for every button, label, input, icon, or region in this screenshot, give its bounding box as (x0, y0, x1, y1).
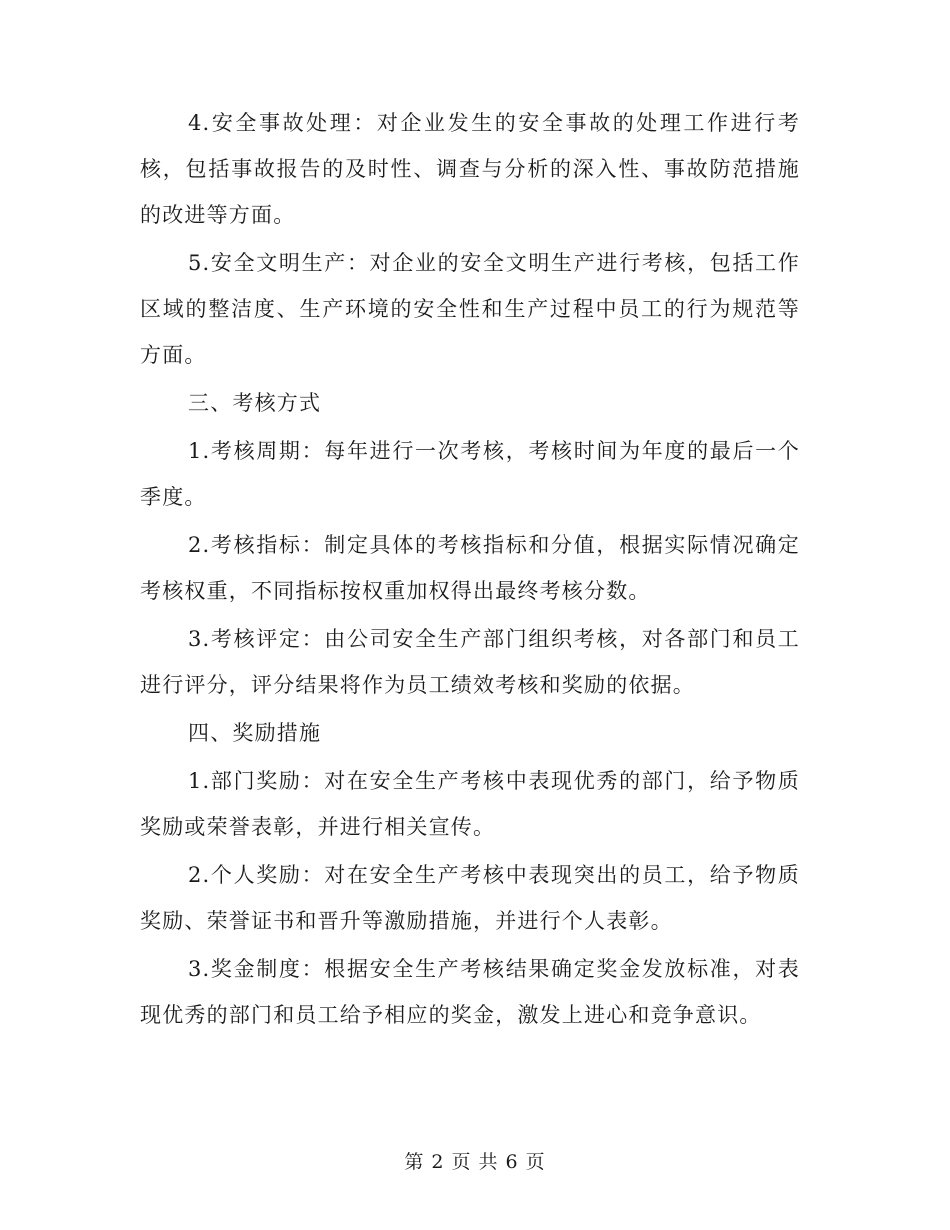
paragraph-assessment-cycle: 1.考核周期：每年进行一次考核，考核时间为年度的最后一个季度。 (140, 439, 800, 509)
section-heading-reward-measures: 四、奖励措施 (188, 721, 322, 745)
page-number-footer: 第 2 页 共 6 页 (404, 1151, 546, 1173)
paragraph-bonus-system: 3.奖金制度：根据安全生产考核结果确定奖金发放标准，对表现优秀的部门和员工给予相应的奖金，激发上进心和竞争意识。 (140, 957, 800, 1027)
paragraph-assessment-evaluation: 3.考核评定：由公司安全生产部门组织考核，对各部门和员工进行评分，评分结果将作为员工绩效考核和奖励的依据。 (140, 627, 800, 697)
paragraph-civilized-production: 5.安全文明生产：对企业的安全文明生产进行考核，包括工作区域的整洁度、生产环境的安全性和生产过程中员工的行为规范等方面。 (140, 251, 800, 367)
paragraph-department-reward: 1.部门奖励：对在安全生产考核中表现优秀的部门，给予物质奖励或荣誉表彰，并进行相关宣传。 (140, 769, 800, 839)
section-heading-assessment-method: 三、考核方式 (188, 391, 322, 415)
paragraph-accident-handling: 4.安全事故处理：对企业发生的安全事故的处理工作进行考核，包括事故报告的及时性、调查与分析的深入性、事故防范措施的改进等方面。 (140, 111, 800, 227)
document-body (140, 100, 800, 1040)
paragraph-personal-reward: 2.个人奖励：对在安全生产考核中表现突出的员工，给予物质奖励、荣誉证书和晋升等激励措施，并进行个人表彰。 (140, 863, 800, 933)
paragraph-assessment-indicators: 2.考核指标：制定具体的考核指标和分值，根据实际情况确定考核权重，不同指标按权重加权得出最终考核分数。 (140, 533, 800, 603)
